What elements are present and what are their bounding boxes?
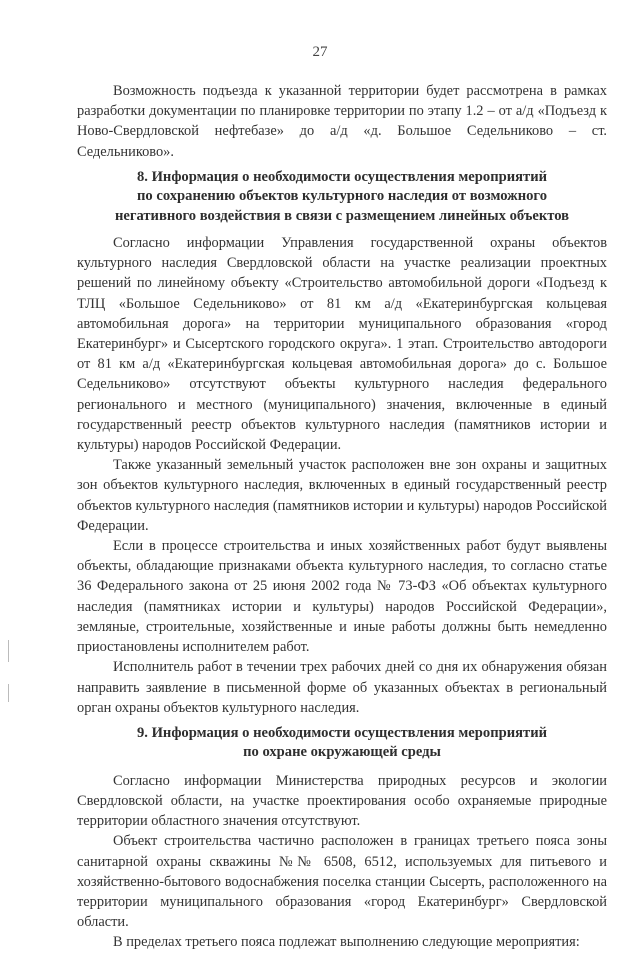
paragraph-measures-intro: В пределах третьего пояса подлежат выполнению следующие мероприятия: (113, 934, 580, 951)
margin-mark (8, 684, 9, 702)
section-8-heading-line: негативного воздействия в связи с размещением линейных объектов (114, 207, 570, 224)
section-9-heading-line: по охране окружающей среды (243, 744, 441, 761)
paragraph-protected-territories: Согласно информации Министерства природных ресурсов и экологии Свердловской области, на участке проектирования особо охраняемые природные территории областного значения отсутствуют. (77, 772, 607, 830)
section-8-heading (77, 168, 607, 226)
paragraph-access-road: Возможность подъезда к указанной территории будет рассмотрена в рамках разработки документации по планировке территории по этапу 1.2 – от а/д «Подъезд к Ново-Свердловской нефтебазе» до а/д «д. Большое Седельниково – ст. Седельниково». (77, 83, 607, 160)
paragraph-contractor-obligation: Исполнитель работ в течении трех рабочих дней со дня их обнаружения обязан направить заявление в письменной форме об указанных объектах в региональный орган охраны объектов культурного наследия. (77, 659, 607, 716)
paragraph-protection-zones: Также указанный земельный участок расположен вне зон охраны и защитных зон объектов культурного наследия, включенных в единый государственный реестр объектов культурного наследия (памятников истории и культуры) народов Российской Федерации. (77, 457, 607, 534)
page-number: 27 (312, 44, 328, 60)
margin-mark (8, 640, 9, 662)
document-body (77, 81, 607, 953)
section-9-heading (77, 724, 607, 763)
section-8-heading-line: по сохранению объектов культурного наследия от возможного (136, 188, 547, 205)
paragraph-discovery-procedure: Если в процессе строительства и иных хозяйственных работ будут выявлены объекты, обладающие признаками объекта культурного наследия, то согласно статье 36 Федерального закона от 25 июня 2002 года № 73-ФЗ «Об объектах культурного наследия (памятниках истории и культуры) народов Российской Федерации», земляные, строительные, хозяйственные и иные работы должны быть немедленно приостановлены исполнителем работ. (77, 538, 607, 656)
paragraph-cultural-heritage-info: Согласно информации Управления государственной охраны объектов культурного наследия Свердловской области на участке реализации проектных решений по линейному объекту «Строительство автомобильной дороги «Подъезд к ТЛЦ «Большое Седельниково» от 81 км а/д «Екатеринбургская кольцевая автомобильная дорога» на территории муниципального образования «город Екатеринбург» и Сысертского городского округа». 1 этап. Строительство автодороги от 81 км а/д «Екатеринбургская кольцевая автомобильная дорога» до с. Большое Седельниково» отсутствуют объекты культурного наследия федерального регионального и местного (муниципального) значения, включенные в единый государственный реестр объектов культурного наследия (памятников истории и культуры) народов Российской Федерации. (77, 235, 607, 454)
paragraph-sanitary-zone: Объект строительства частично расположен в границах третьего пояса зоны санитарной охраны скважины №№ 6508, 6512, используемых для питьевого и хозяйственно-бытового водоснабжения поселка станции Сысерть, расположенного на территории муниципального образования «город Екатеринбург» Свердловской области. (77, 833, 607, 931)
section-9-heading-line: 9. Информация о необходимости осуществления мероприятий (136, 724, 548, 741)
section-8-heading-line: 8. Информация о необходимости осуществления мероприятий (136, 168, 548, 185)
